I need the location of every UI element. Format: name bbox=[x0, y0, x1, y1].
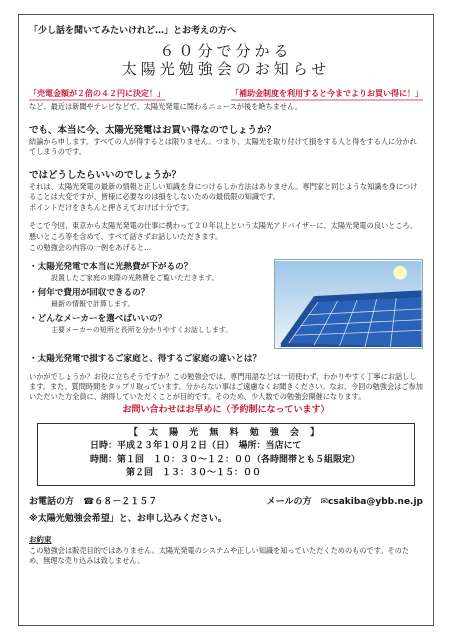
promise-title: お約束 bbox=[29, 534, 52, 544]
highlight-2: 「補助金制度を利用すると今までよりお買い得に！」 bbox=[231, 88, 423, 101]
title-line-2: 太陽光勉強会のお知らせ bbox=[121, 60, 331, 78]
event-session-1: 時間：第１回 １０：３０～１２：００（各時間帯とも５組限定） bbox=[90, 454, 361, 465]
bullet-desc: 最新の情報で計算します。 bbox=[51, 299, 135, 308]
event-date: 日時：平成２３年１０月２日（日） 場所：当店にて bbox=[90, 441, 302, 452]
phone-contact: お電話の方 ☎６８－２１５７ bbox=[29, 496, 158, 507]
bullet-title: ・何年で費用が回収できるの？ bbox=[29, 287, 150, 298]
email-contact[interactable]: メールの方 ✉csakiba@ybb.ne.jp bbox=[266, 496, 423, 507]
bullet-title: ・どんなメーカーを選べばいいの？ bbox=[29, 313, 167, 324]
event-session-2: 第２回 １３：３０～１５：００ bbox=[126, 468, 262, 479]
question-2: ではどうしたらいいのでしょうか？ bbox=[29, 170, 182, 182]
highlight-1: 「売電金額が２倍の４２円に決定！」 bbox=[29, 88, 165, 101]
event-title: 【 太 陽 光 無 料 勉 強 会 】 bbox=[128, 427, 324, 438]
paragraph-3: そこで今回、東京から太陽光発電の仕事に携わって２０年以上という太陽光アドバイザーに、太陽光発電の良いところ、悪いところ等を含めて、すべて話さずお話しいただきます。 bbox=[29, 221, 417, 241]
highlight-row bbox=[29, 88, 423, 101]
bullet-desc: 主要メーカーの短所と長所を分かりやすくお話しします。 bbox=[51, 325, 233, 334]
lead-text: 「少し話を聞いてみたいけれど…」とお考えの方へ bbox=[29, 26, 237, 36]
bullet-title-last: ・太陽光発電で損するご家庭と、得するご家庭の違いとは？ bbox=[29, 353, 262, 364]
apply-text: ※太陽光勉強会希望」と、お申し込みください。 bbox=[29, 513, 227, 524]
answer-2-point: ポイントだけをきちんと押さえておけば十分です。 bbox=[29, 203, 194, 213]
paragraph-3b: この勉強会の内容の一例をあげると… bbox=[29, 242, 152, 252]
flyer-page bbox=[18, 14, 434, 626]
contact-row bbox=[29, 494, 423, 507]
closing-text: いかがでしょうか？お役に立ちそうですか？この勉強会では、専門用語などは一切使わず、わかりやすく丁寧にお話しします。また、質問時間をタップリ取っています。分からない事はご遠慮なくお聞きください。なお、今回の勉強会はご参加いただいた方全員に、納得していただくことが目的です。そのため、少人数での勉強会開催になります。 bbox=[29, 371, 423, 401]
answer-2: それは、太陽光発電の最新の情報と正しい知識を身につけるしか方法はありません。専門家と同じような知識を身につけることは大変ですが、皆様に必要なのは損をしないための最低限の知識です。 bbox=[29, 182, 418, 202]
content-examples bbox=[29, 257, 423, 349]
bullet-desc: 設置したご家庭の実際の光熱費をご覧いただきます。 bbox=[51, 273, 219, 282]
bullet-title: ・太陽光発電で本当に光熱費が下がるの？ bbox=[29, 261, 193, 272]
promise-text: この勉強会は販売目的ではありません。太陽光発電のシステムや正しい知識を知っていただくためのものです。そのため、無理な売り込みは致しません。 bbox=[29, 545, 410, 566]
title-line-1: ６０分で分かる bbox=[159, 42, 293, 60]
bullet-list bbox=[29, 257, 268, 349]
event-box bbox=[37, 423, 415, 486]
solar-panel-image bbox=[274, 259, 423, 349]
intro-text: など、最近は新聞やテレビなどで、太陽光発電に関わるニュースが後を絶ちません。 bbox=[29, 102, 302, 111]
question-1: でも、本当に今、太陽光発電はお買い得なのでしょうか？ bbox=[29, 125, 277, 137]
answer-1: 結論から申します。すべての人が得するとは限りません。つまり、太陽光を取り付けて損をする人と得をする人に分かれてしまうのです。 bbox=[29, 137, 417, 157]
notice-text: お問い合わせはお早めに（予約制になっています） bbox=[122, 404, 330, 415]
